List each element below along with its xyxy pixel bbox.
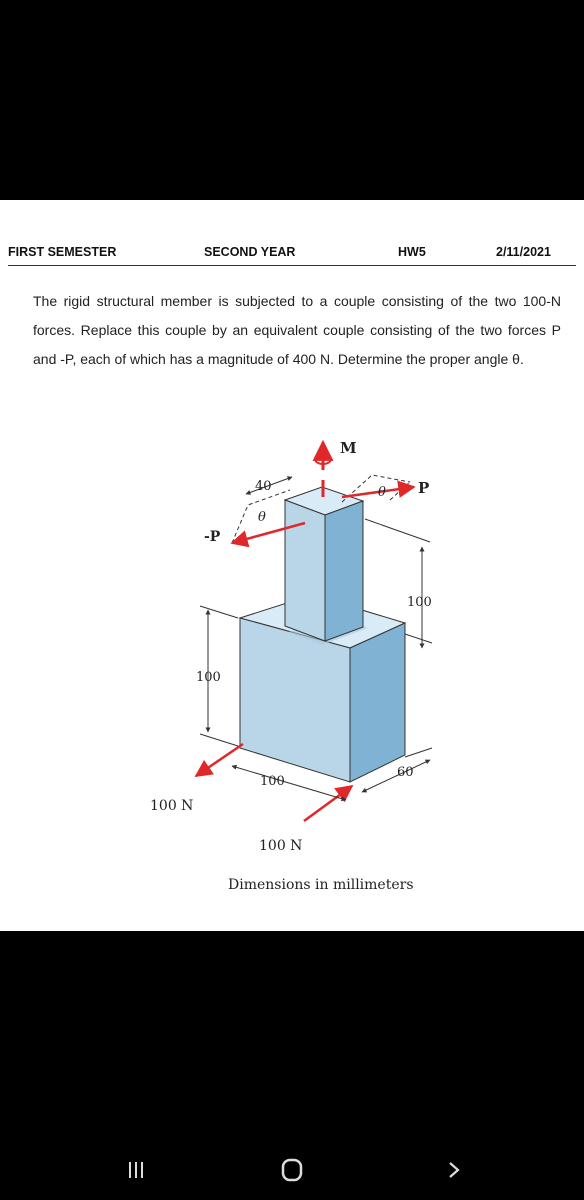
problem-statement: The rigid structural member is subjected to a couple consisting of the two 100-N forces. Replace this couple by an equivalent couple consisting of the two forces P and -P, each of which has a magnitude of 400 N. Determine the proper angle θ. xyxy=(33,293,561,367)
figure-svg xyxy=(0,430,584,910)
label-theta-left: θ xyxy=(258,510,266,525)
label-force-left: 100 N xyxy=(150,798,194,814)
label-dim-top: 40 xyxy=(255,479,272,494)
recent-apps-button[interactable] xyxy=(116,1150,156,1190)
home-button[interactable] xyxy=(272,1150,312,1190)
structure-figure xyxy=(0,430,584,910)
android-nav-bar xyxy=(0,1140,584,1200)
document-header xyxy=(8,243,576,266)
label-theta-right: θ xyxy=(378,485,386,500)
label-p: P xyxy=(418,479,430,497)
label-dim-right: 100 xyxy=(407,595,432,610)
header-hw: HW5 xyxy=(398,245,426,259)
label-dim-bottom-side: 60 xyxy=(397,765,414,780)
home-icon xyxy=(279,1157,305,1183)
label-dim-bottom-front: 100 xyxy=(260,774,285,789)
label-dim-left: 100 xyxy=(196,670,221,685)
back-button[interactable] xyxy=(434,1150,474,1190)
label-moment: M xyxy=(340,439,357,457)
figure-caption: Dimensions in millimeters xyxy=(228,877,414,893)
header-date: 2/11/2021 xyxy=(496,245,551,259)
label-neg-p: -P xyxy=(204,529,221,545)
document-page xyxy=(0,200,584,931)
recent-apps-icon xyxy=(126,1160,146,1180)
bottom-100n-force-arrow xyxy=(304,786,352,821)
upper-column xyxy=(285,487,363,641)
left-100n-force-arrow xyxy=(196,744,243,776)
header-semester: FIRST SEMESTER xyxy=(8,245,117,259)
label-force-bottom: 100 N xyxy=(259,838,303,854)
back-icon xyxy=(444,1160,464,1180)
header-year: SECOND YEAR xyxy=(204,245,296,259)
